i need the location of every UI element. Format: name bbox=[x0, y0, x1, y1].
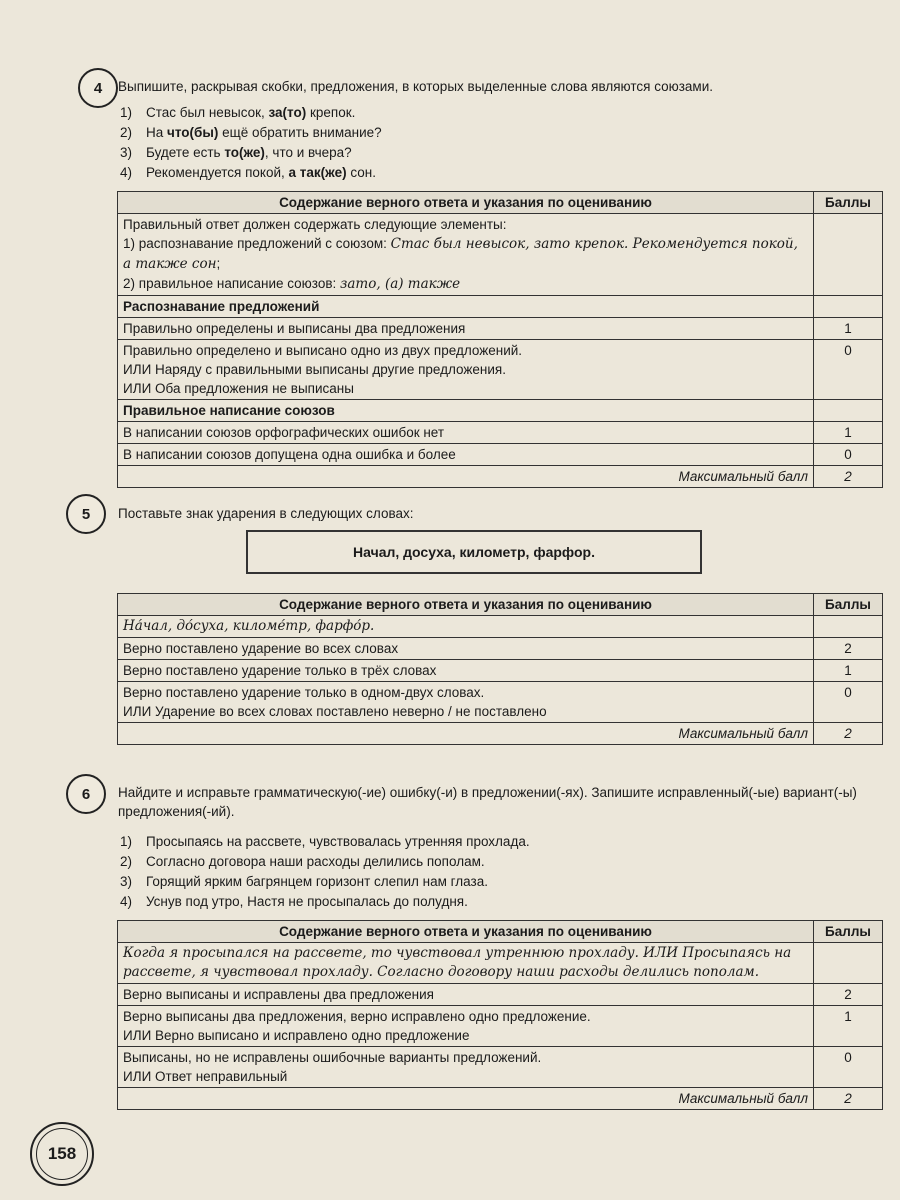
task-5-words-box: Начал, досуха, километр, фарфор. bbox=[246, 530, 702, 574]
task-4-grading-table bbox=[117, 191, 883, 488]
task-5-prompt: Поставьте знак ударения в следующих словах: bbox=[118, 506, 414, 521]
table-row: На́чал, до́суха, киломе́тр, фарфо́р. bbox=[118, 616, 883, 638]
task-6-item: 2) Согласно договора наши расходы делились пополам. bbox=[120, 854, 485, 869]
table-row: Когда я просыпался на рассвете, то чувствовал утреннюю прохладу. ИЛИ Просыпаясь на рассвете, я чувствовал прохладу. Согласно договору наши расходы делились пополам. bbox=[118, 943, 883, 984]
task-6-grading-table bbox=[117, 920, 883, 1110]
task-6-prompt: Найдите и исправьте грамматическую(-ие) ошибку(-и) в предложении(-ях). Запишите исправленный(-ые) вариант(-ы) предложения(-ий). bbox=[118, 785, 857, 819]
table-row: Верно поставлено ударение только в одном-двух словах. ИЛИ Ударение во всех словах поставлено неверно / не поставлено 0 bbox=[118, 682, 883, 723]
column-header-points: Баллы bbox=[814, 594, 883, 616]
task-5-number: 5 bbox=[66, 494, 106, 534]
task-4-number: 4 bbox=[78, 68, 118, 108]
table-section-row: Распознавание предложений bbox=[118, 296, 883, 318]
task-4-prompt: Выпишите, раскрывая скобки, предложения, в которых выделенные слова являются союзами. bbox=[118, 79, 713, 94]
task-4-item: 1) Стас был невысок, за(то) крепок. bbox=[120, 105, 356, 120]
table-row bbox=[118, 214, 883, 296]
column-header-content: Содержание верного ответа и указания по оцениванию bbox=[118, 921, 814, 943]
table-row: Верно выписаны и исправлены два предложения 2 bbox=[118, 984, 883, 1006]
column-header-points: Баллы bbox=[814, 192, 883, 214]
table-row: Правильно определено и выписано одно из двух предложений. ИЛИ Наряду с правильными выписаны другие предложения. ИЛИ Оба предложения не выписаны 0 bbox=[118, 340, 883, 400]
max-score-row: Максимальный балл 2 bbox=[118, 1088, 883, 1110]
task-4-items bbox=[120, 103, 860, 183]
task-6-items bbox=[120, 832, 860, 912]
answer-cell: Правильный ответ должен содержать следующие элементы: 1) распознавание предложений с союзом: Стас был невысок, зато крепок. Рекомендуется покой, а также сон; 2) правильное написание союзов: зато, (а) также bbox=[118, 214, 814, 296]
page-number-badge bbox=[30, 1122, 94, 1186]
table-row: В написании союзов орфографических ошибок нет 1 bbox=[118, 422, 883, 444]
page-number: 158 bbox=[36, 1128, 88, 1180]
column-header-content: Содержание верного ответа и указания по оцениванию bbox=[118, 192, 814, 214]
table-row: Верно выписаны два предложения, верно исправлено одно предложение. ИЛИ Верно выписано и исправлено одно предложение 1 bbox=[118, 1006, 883, 1047]
task-5-grading-table bbox=[117, 593, 883, 745]
table-row: Верно поставлено ударение во всех словах 2 bbox=[118, 638, 883, 660]
column-header-points: Баллы bbox=[814, 921, 883, 943]
task-4-item: 4) Рекомендуется покой, а так(же) сон. bbox=[120, 165, 376, 180]
task-6-item: 4) Уснув под утро, Настя не просыпалась до полудня. bbox=[120, 894, 468, 909]
max-score-row: Максимальный балл 2 bbox=[118, 466, 883, 488]
task-4-item: 2) На что(бы) ещё обратить внимание? bbox=[120, 125, 382, 140]
task-6-item: 1) Просыпаясь на рассвете, чувствовалась утренняя прохлада. bbox=[120, 834, 530, 849]
table-section-row: Правильное написание союзов bbox=[118, 400, 883, 422]
task-6-number: 6 bbox=[66, 774, 106, 814]
max-score-row: Максимальный балл 2 bbox=[118, 723, 883, 745]
table-row: Выписаны, но не исправлены ошибочные варианты предложений. ИЛИ Ответ неправильный 0 bbox=[118, 1047, 883, 1088]
task-6-item: 3) Горящий ярким багрянцем горизонт слепил нам глаза. bbox=[120, 874, 488, 889]
column-header-content: Содержание верного ответа и указания по оцениванию bbox=[118, 594, 814, 616]
table-row: Правильно определены и выписаны два предложения 1 bbox=[118, 318, 883, 340]
table-row: Верно поставлено ударение только в трёх словах 1 bbox=[118, 660, 883, 682]
task-4-item: 3) Будете есть то(же), что и вчера? bbox=[120, 145, 352, 160]
table-row: В написании союзов допущена одна ошибка и более 0 bbox=[118, 444, 883, 466]
